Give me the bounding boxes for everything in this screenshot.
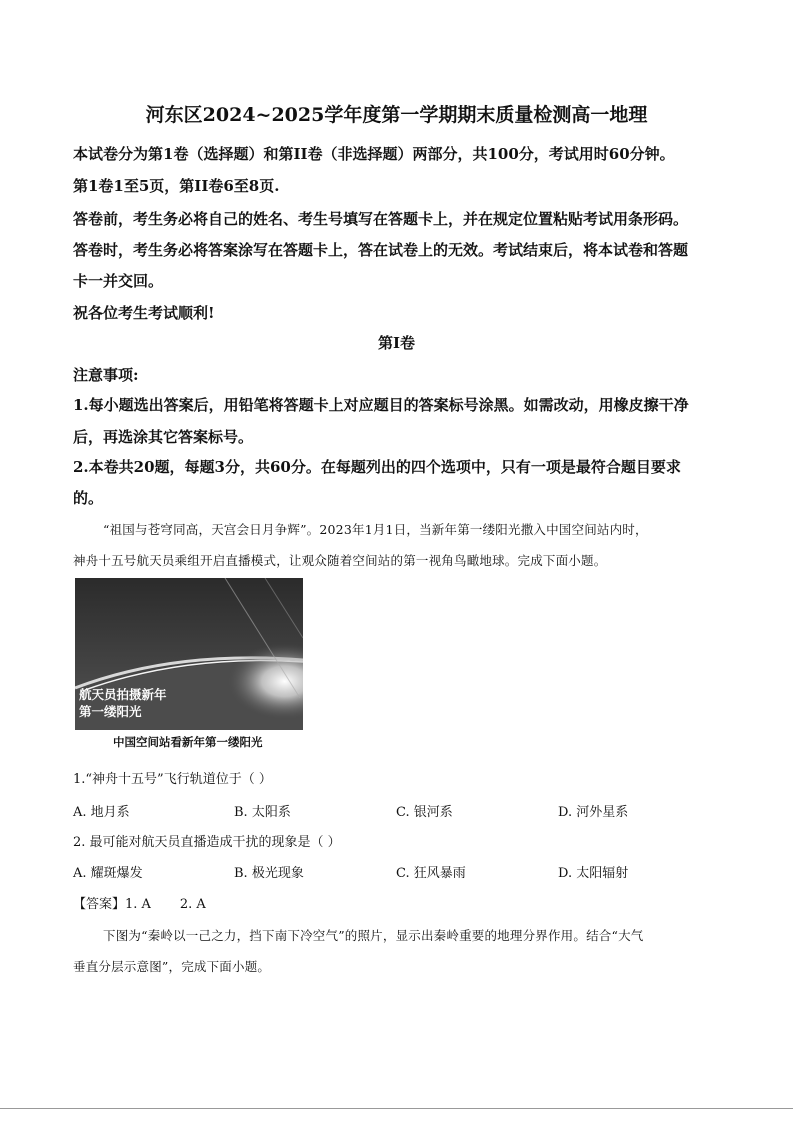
option-a: A. 地月系 xyxy=(73,805,130,820)
page-title: 河东区2024~2025学年度第一学期期末质量检测高一地理 xyxy=(145,104,648,126)
photo-caption: 中国空间站看新年第一缕阳光 xyxy=(113,735,263,749)
notice-line: 后，再选涂其它答案标号。 xyxy=(73,428,254,446)
page-bottom-divider xyxy=(0,1108,793,1109)
intro-line: 答卷时，考生务必将答案涂写在答题卡上，答在试卷上的无效。考试结束后，将本试卷和答题 xyxy=(73,241,689,259)
passage-line: 下图为“秦岭以一己之力，挡下南下冷空气”的照片，显示出秦岭重要的地理分界作用。结合“大气 xyxy=(103,928,644,943)
option-c: C. 狂风暴雨 xyxy=(396,866,466,881)
notice-line: 2.本卷共20题，每题3分，共60分。在每题列出的四个选项中，只有一项是最符合题目要求 xyxy=(73,458,681,476)
passage-line: 垂直分层示意图”，完成下面小题。 xyxy=(73,959,271,974)
notice-heading: 注意事项: xyxy=(73,366,139,384)
passage-line: “祖国与苍穹同高，天宫会日月争辉”。2023年1月1日，当新年第一缕阳光撒入中国空间站内时， xyxy=(103,522,648,537)
intro-line: 祝各位考生考试顺利! xyxy=(73,304,215,322)
photo-overlay-line: 航天员拍摄新年 xyxy=(79,687,167,702)
photo-overlay-text xyxy=(79,686,167,720)
answer-line: 【答案】1. A 2. A xyxy=(73,897,206,912)
option-d: D. 河外星系 xyxy=(558,805,629,820)
option-b: B. 极光现象 xyxy=(234,866,304,881)
section-title: 第I卷 xyxy=(377,334,416,352)
notice-line: 的。 xyxy=(73,489,104,507)
photo-overlay-line: 第一缕阳光 xyxy=(79,704,142,719)
intro-line: 本试卷分为第1卷（选择题）和第II卷（非选择题）两部分，共100分，考试用时60分钟。 xyxy=(73,145,675,163)
option-a: A. 耀斑爆发 xyxy=(73,866,143,881)
question-stem: 1.“神舟十五号”飞行轨道位于（ ） xyxy=(73,772,272,787)
option-b: B. 太阳系 xyxy=(234,805,291,820)
intro-line: 答卷前，考生务必将自己的姓名、考生号填写在答题卡上，并在规定位置粘贴考试用条形码。 xyxy=(73,210,689,228)
option-c: C. 银河系 xyxy=(396,805,453,820)
intro-line: 第1卷1至5页，第II卷6至8页. xyxy=(73,177,280,195)
notice-line: 1.每小题选出答案后，用铅笔将答题卡上对应题目的答案标号涂黑。如需改动，用橡皮擦干净 xyxy=(73,396,689,414)
passage-line: 神舟十五号航天员乘组开启直播模式，让观众随着空间站的第一视角鸟瞰地球。完成下面小题。 xyxy=(73,553,607,568)
question-stem: 2. 最可能对航天员直播造成干扰的现象是（ ） xyxy=(73,835,341,850)
option-d: D. 太阳辐射 xyxy=(558,866,629,881)
space-station-photo xyxy=(75,578,303,730)
intro-line: 卡一并交回。 xyxy=(73,272,164,290)
